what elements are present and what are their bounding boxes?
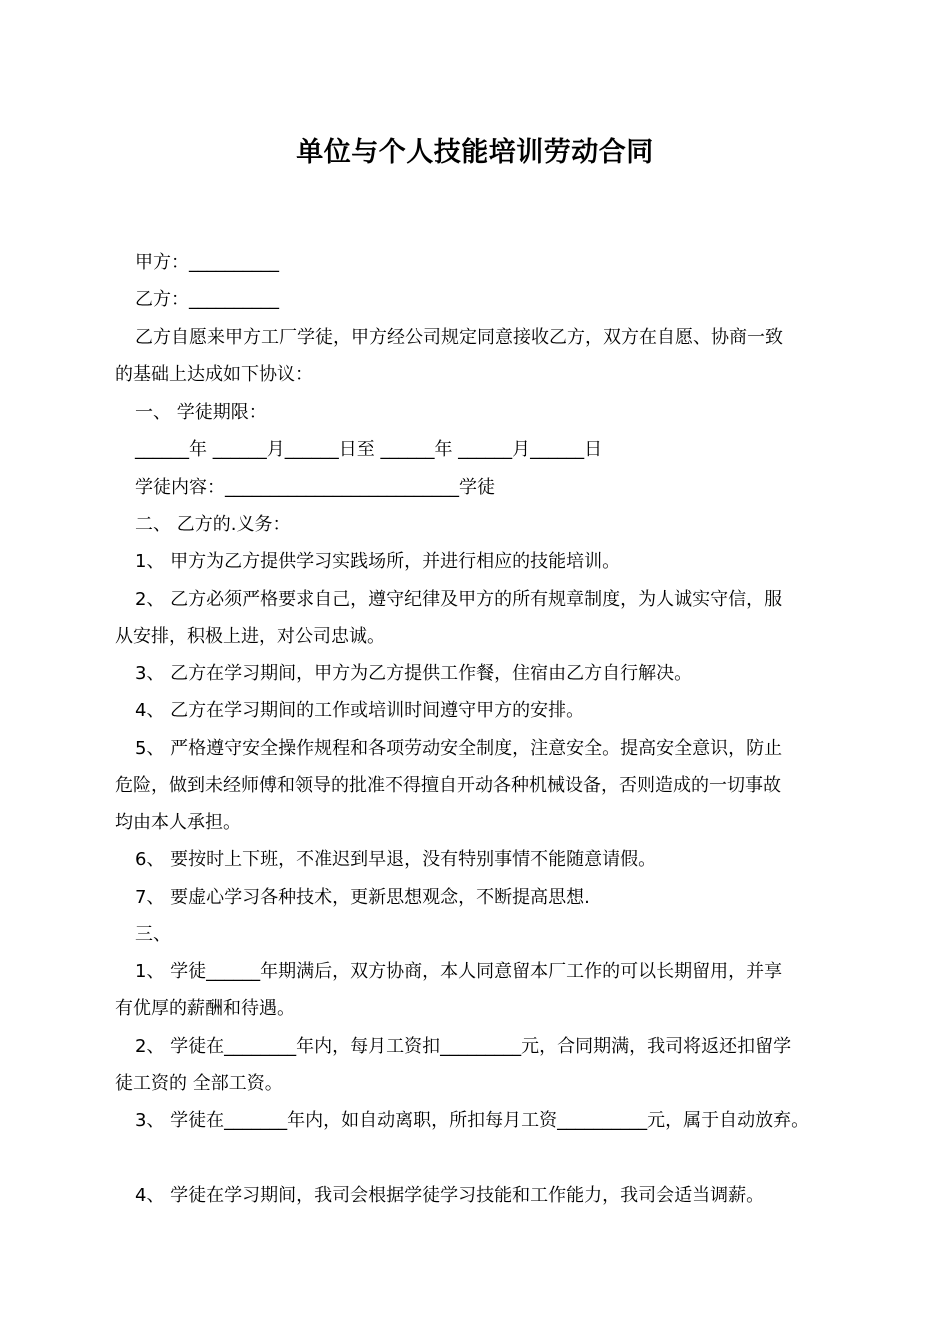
apprentice-content-line: 学徒内容：__________________________学徒 xyxy=(135,477,495,498)
section-1-heading: 一、 学徒期限： xyxy=(135,402,267,423)
party-b-line: 乙方：__________ xyxy=(135,289,279,310)
obligation-5-line-3: 均由本人承担。 xyxy=(115,812,241,833)
section-3-heading: 三、 xyxy=(135,924,171,945)
obligation-2-line-2: 从安排，积极上进，对公司忠诚。 xyxy=(115,626,385,647)
term-2-line-1: 2、 学徒在________年内，每月工资扣_________元，合同期满，我司将返还扣留学 xyxy=(135,1036,792,1057)
obligation-4: 4、 乙方在学习期间的工作或培训时间遵守甲方的安排。 xyxy=(135,700,585,721)
term-3: 3、 学徒在_______年内，如自动离职，所扣每月工资__________元，属于自动放弃。 xyxy=(135,1110,810,1131)
apprentice-period-dates: ______年 ______月______日至 ______年 ______月______日 xyxy=(135,439,603,460)
intro-line-2: 的基础上达成如下协议： xyxy=(115,364,313,385)
document-title: 单位与个人技能培训劳动合同 xyxy=(296,137,654,168)
obligation-3: 3、 乙方在学习期间，甲方为乙方提供工作餐，住宿由乙方自行解决。 xyxy=(135,663,693,684)
term-1-line-2: 有优厚的薪酬和待遇。 xyxy=(115,998,295,1019)
obligation-5-line-2: 危险，做到未经师傅和领导的批准不得擅自开动各种机械设备，否则造成的一切事故 xyxy=(115,775,781,796)
obligation-6: 6、 要按时上下班，不准迟到早退，没有特别事情不能随意请假。 xyxy=(135,849,657,870)
party-a-line: 甲方：__________ xyxy=(135,252,279,273)
term-4: 4、 学徒在学习期间，我司会根据学徒学习技能和工作能力，我司会适当调薪。 xyxy=(135,1185,765,1206)
obligation-7: 7、 要虚心学习各种技术，更新思想观念，不断提高思想. xyxy=(135,887,590,908)
obligation-5-line-1: 5、 严格遵守安全操作规程和各项劳动安全制度，注意安全。提高安全意识，防止 xyxy=(135,738,783,759)
intro-line-1: 乙方自愿来甲方工厂学徒，甲方经公司规定同意接收乙方，双方在自愿、协商一致 xyxy=(135,327,783,348)
obligation-2-line-1: 2、 乙方必须严格要求自己，遵守纪律及甲方的所有规章制度，为人诚实守信，服 xyxy=(135,589,783,610)
obligation-1: 1、 甲方为乙方提供学习实践场所，并进行相应的技能培训。 xyxy=(135,551,621,572)
term-1-line-1: 1、 学徒______年期满后，双方协商，本人同意留本厂工作的可以长期留用，并享 xyxy=(135,961,783,982)
term-2-line-2: 徒工资的 全部工资。 xyxy=(115,1073,283,1094)
section-2-heading: 二、 乙方的.义务： xyxy=(135,514,291,535)
